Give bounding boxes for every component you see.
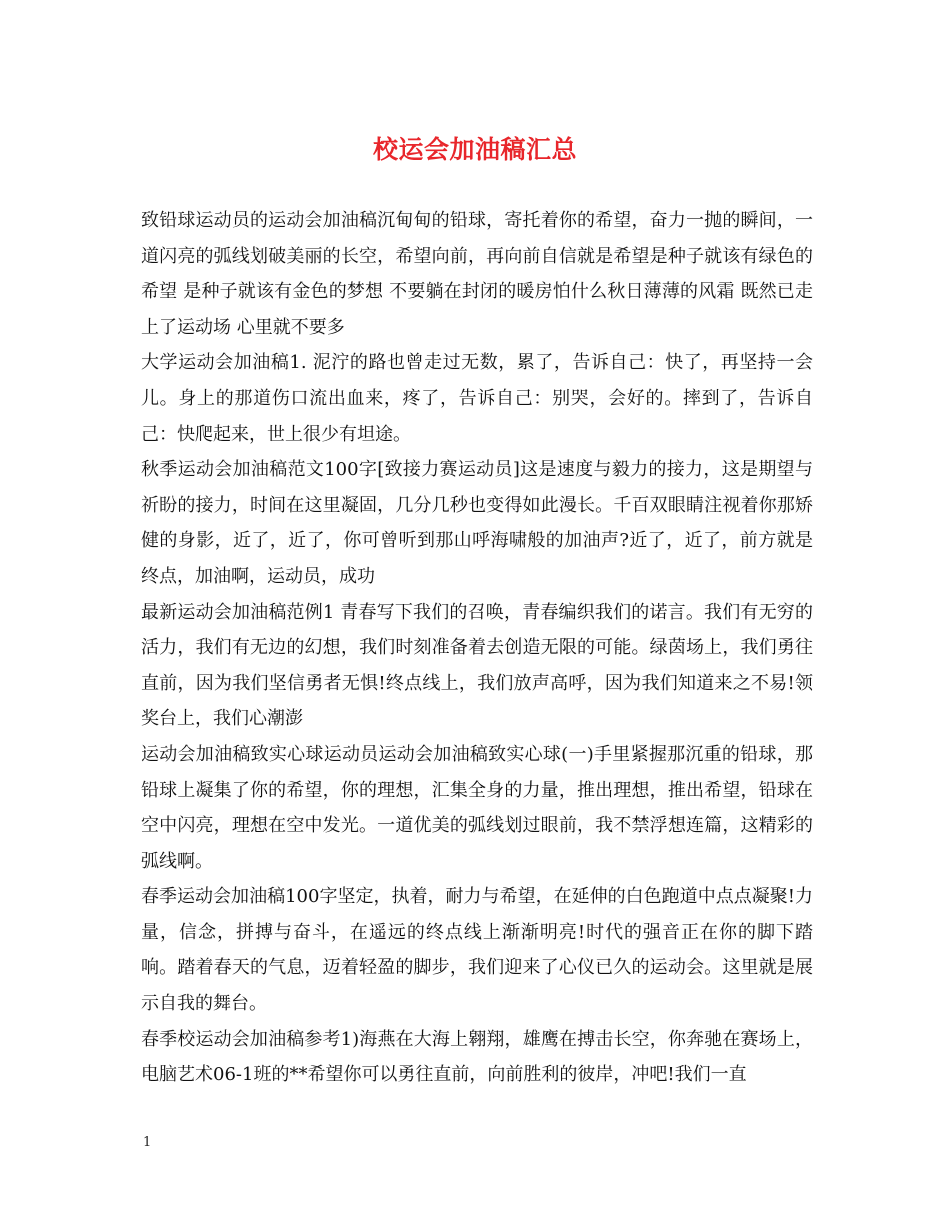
paragraph-spring-school: 春季校运动会加油稿参考1)海燕在大海上翱翔，雄鹰在搏击长空，你奔驰在赛场上，电脑艺术06-1班的**希望你可以勇往直前，向前胜利的彼岸，冲吧!我们一直 xyxy=(141,1028,813,1086)
paragraph-university: 大学运动会加油稿1. 泥泞的路也曾走过无数，累了，告诉自己：快了，再坚持一会儿。身上的那道伤口流出血来，疼了，告诉自己：别哭，会好的。摔到了，告诉自己：快爬起来，世上很少有坦途。 xyxy=(141,352,813,445)
paragraph-solid-ball: 运动会加油稿致实心球运动员运动会加油稿致实心球(一)手里紧握那沉重的铅球，那铅球上凝集了你的希望，你的理想，汇集全身的力量，推出理想，推出希望，铅球在空中闪亮，理想在空中发光。一道优美的弧线划过眼前，我不禁浮想连篇，这精彩的弧线啊。 xyxy=(141,743,813,872)
paragraph-relay: 秋季运动会加油稿范文100字[致接力赛运动员]这是速度与毅力的接力，这是期望与祈盼的接力，时间在这里凝固，几分几秒也变得如此漫长。千百双眼睛注视着你那矫健的身影，近了，近了，你可曾听到那山呼海啸般的加油声?近了，近了，前方就是终点，加油啊，运动员，成功 xyxy=(141,459,813,587)
paragraph-shot-put: 致铅球运动员的运动会加油稿沉甸甸的铅球，寄托着你的希望，奋力一抛的瞬间，一道闪亮的弧线划破美丽的长空，希望向前，再向前自信就是希望是种子就该有绿色的希望 是种子就该有金色的梦想 不要躺在封闭的暖房怕什么秋日薄薄的风霜 既然已走上了运动场 心里就不要多 xyxy=(141,210,813,338)
paragraph-youth: 最新运动会加油稿范例1 青春写下我们的召唤，青春编织我们的诺言。我们有无穷的活力，我们有无边的幻想，我们时刻准备着去创造无限的可能。绿茵场上，我们勇往直前，因为我们坚信勇者无惧!终点线上，我们放声高呼，因为我们知道来之不易!领奖台上，我们心潮澎 xyxy=(141,601,813,730)
body-text xyxy=(141,203,813,1093)
page-number: 1 xyxy=(143,1135,152,1150)
paragraph-spring: 春季运动会加油稿100字坚定，执着，耐力与希望，在延伸的白色跑道中点点凝聚!力量，信念，拼搏与奋斗，在遥远的终点线上渐渐明亮!时代的强音正在你的脚下踏响。踏着春天的气息，迈着轻盈的脚步，我们迎来了心仪已久的运动会。这里就是展示自我的舞台。 xyxy=(141,886,813,1015)
page-title: 校运会加油稿汇总 xyxy=(372,135,577,164)
